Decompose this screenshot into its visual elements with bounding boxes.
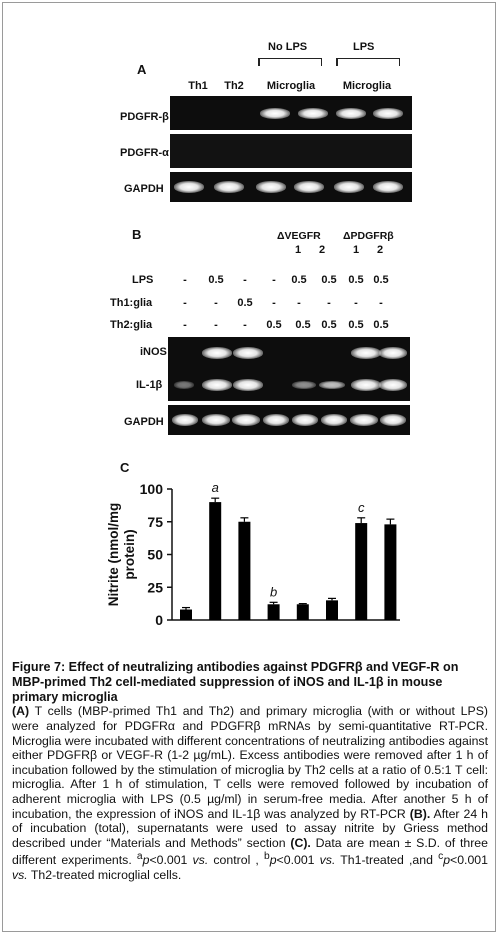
band xyxy=(336,108,366,119)
gel-gapdh-b xyxy=(168,405,410,435)
band xyxy=(373,108,403,119)
gel-gapdh-a xyxy=(170,172,412,202)
band xyxy=(214,181,244,193)
caption-p-a: p xyxy=(142,853,150,868)
pdgfrb-dose-1: 1 xyxy=(352,244,360,256)
row-label-pdgfr-beta: PDGFR-β xyxy=(120,111,169,123)
gel-pdgfr-beta xyxy=(170,96,412,130)
row-label-gapdh-b: GAPDH xyxy=(124,416,164,428)
lane-label-microglia-lps: Microglia xyxy=(342,80,392,92)
caption-text: <0.001 xyxy=(276,853,320,868)
th1-value: - xyxy=(183,297,187,309)
band xyxy=(256,181,286,193)
bar xyxy=(268,604,280,620)
lane-label-microglia-nolps: Microglia xyxy=(266,80,316,92)
th1-value: - xyxy=(327,297,331,309)
caption-sup-c: c xyxy=(438,851,444,863)
lps-brace xyxy=(336,58,400,67)
caption-text: <0.001 xyxy=(149,853,193,868)
caption-text-c: Data are mean ± S.D. of three different experiments. xyxy=(12,835,488,868)
band xyxy=(294,181,324,193)
lps-value: 0.5 xyxy=(348,274,364,286)
y-axis-label-line: protein) xyxy=(122,529,137,580)
th1-value: - xyxy=(272,297,276,309)
th2-value: 0.5 xyxy=(373,319,389,331)
band xyxy=(351,347,381,359)
band xyxy=(373,181,403,193)
row-label-il1b: IL-1β xyxy=(136,379,163,391)
panel-b-label: B xyxy=(132,227,142,242)
lane-label-th1: Th1 xyxy=(188,80,208,92)
significance-label: c xyxy=(357,499,365,515)
no-lps-group-label: No LPS xyxy=(268,41,308,53)
band xyxy=(202,347,232,359)
th2-value: - xyxy=(183,319,187,331)
caption-vs: vs. xyxy=(12,868,28,883)
y-tick-label: 75 xyxy=(147,513,163,530)
y-tick-label: 0 xyxy=(155,612,163,628)
th2-value: 0.5 xyxy=(321,319,337,331)
band xyxy=(298,108,328,119)
vegfr-dose-1: 1 xyxy=(294,244,302,256)
bar xyxy=(384,524,396,620)
caption-text: Th1-treated ,and xyxy=(335,853,439,868)
vegfr-dose-2: 2 xyxy=(318,244,326,256)
caption-sup-b: b xyxy=(264,851,270,863)
nitrite-bar-chart xyxy=(0,470,500,640)
caption-p-b: p xyxy=(269,853,277,868)
caption-text: Th2-treated microglial cells. xyxy=(27,868,182,883)
row-label-gapdh-a: GAPDH xyxy=(124,183,164,195)
th1-value: 0.5 xyxy=(237,297,253,309)
caption-body xyxy=(12,704,488,882)
row-label-inos: iNOS xyxy=(140,346,167,358)
caption-vs: vs. xyxy=(192,853,209,868)
caption-text: <0.001 xyxy=(450,853,488,868)
band xyxy=(260,108,290,119)
th2-value: 0.5 xyxy=(348,319,364,331)
gel-il1b xyxy=(168,369,410,401)
band xyxy=(263,414,289,426)
y-tick-label: 25 xyxy=(147,579,163,596)
caption-p-c: p xyxy=(443,853,451,868)
lps-value: - xyxy=(272,274,276,286)
band xyxy=(380,414,406,426)
band xyxy=(202,414,230,426)
band xyxy=(379,347,407,359)
delta-pdgfrb-label: ΔPDGFRβ xyxy=(343,230,394,242)
band xyxy=(379,379,407,391)
band xyxy=(174,181,204,193)
figure-caption xyxy=(12,660,488,883)
y-tick-label: 50 xyxy=(147,546,163,563)
bar xyxy=(209,502,221,620)
band xyxy=(232,414,260,426)
lps-value: 0.5 xyxy=(291,274,307,286)
condition-label-th1: Th1:glia xyxy=(110,297,153,309)
y-axis-label-line: Nitrite (nmol/mg xyxy=(106,502,121,607)
th2-value: - xyxy=(214,319,218,331)
lps-value: 0.5 xyxy=(321,274,337,286)
th1-value: - xyxy=(297,297,301,309)
delta-vegfr-label: ΔVEGFR xyxy=(277,230,321,242)
panel-c-label: C xyxy=(120,460,130,475)
caption-text: control , xyxy=(208,853,264,868)
row-label-pdgfr-alpha: PDGFR-α xyxy=(120,147,169,159)
y-axis-label xyxy=(106,503,137,607)
th2-value: - xyxy=(243,319,247,331)
lps-value: 0.5 xyxy=(373,274,389,286)
significance-label: a xyxy=(211,480,219,496)
gel-pdgfr-alpha xyxy=(170,134,412,168)
th1-value: - xyxy=(379,297,383,309)
band xyxy=(350,414,378,426)
band xyxy=(202,379,232,391)
th2-value: 0.5 xyxy=(266,319,282,331)
caption-ref-a: (A) xyxy=(12,704,30,719)
band xyxy=(233,347,263,359)
condition-label-lps: LPS xyxy=(132,274,154,286)
band xyxy=(321,414,347,426)
pdgfrb-dose-2: 2 xyxy=(376,244,384,256)
condition-label-th2: Th2:glia xyxy=(110,319,153,331)
lps-group-label: LPS xyxy=(353,41,375,53)
band xyxy=(292,381,316,389)
y-tick-label: 100 xyxy=(139,481,163,497)
caption-text-a: T cells (MBP-primed Th1 and Th2) and primary microglia (with or without LPS) were analyzed for PDGFRα and PDGFRβ mRNAs by semi-quantitative RT-PCR. Microglia were incubated with different concentrations of neutralizing antibodies against either PDGFRβ or VEGF-R (1-2 µg/mL). Excess antibodies were removed after 1 h of incubation followed by the stimulation of microglia by Th2 cells at a ratio of 0.5:1 T cell: microglia. After 1 h of stimulation, T cells were removed followed by incubation of adherent microglia with LPS (0.5 µg/ml) in serum-free media. After another 5 h of incubation, the expression of iNOS and IL-1β was analyzed by RT-PCR xyxy=(12,704,488,821)
th1-value: - xyxy=(214,297,218,309)
caption-sup-a: a xyxy=(136,851,143,863)
th2-value: 0.5 xyxy=(295,319,311,331)
caption-vs: vs. xyxy=(319,853,336,868)
bar xyxy=(355,523,367,620)
caption-ref-c: (C). xyxy=(290,835,311,850)
th1-value: - xyxy=(354,297,358,309)
caption-title: Figure 7: Effect of neutralizing antibodies against PDGFRβ and VEGF-R on MBP-primed Th2 cell-mediated suppression of iNOS and IL-1β in mouse primary microglia xyxy=(12,660,459,704)
significance-label: b xyxy=(269,584,278,600)
band xyxy=(351,379,381,391)
no-lps-brace xyxy=(258,58,322,67)
gel-inos xyxy=(168,337,410,369)
band xyxy=(334,181,364,193)
caption-text-b: After 24 h of incubation (total), supernatants were used to assay nitrite by Griess method described under “Materials and Methods” section xyxy=(12,806,488,850)
band xyxy=(233,379,263,391)
bar xyxy=(180,610,192,620)
bar xyxy=(297,604,309,620)
lps-value: - xyxy=(183,274,187,286)
panel-a-label: A xyxy=(137,62,147,77)
caption-ref-b: (B). xyxy=(409,806,431,821)
lane-label-th2: Th2 xyxy=(224,80,244,92)
lps-value: 0.5 xyxy=(208,274,224,286)
lps-value: - xyxy=(243,274,247,286)
band xyxy=(172,414,198,426)
bar xyxy=(326,600,338,620)
band xyxy=(174,381,194,389)
band xyxy=(292,414,318,426)
band xyxy=(319,381,345,389)
bar xyxy=(238,522,250,620)
